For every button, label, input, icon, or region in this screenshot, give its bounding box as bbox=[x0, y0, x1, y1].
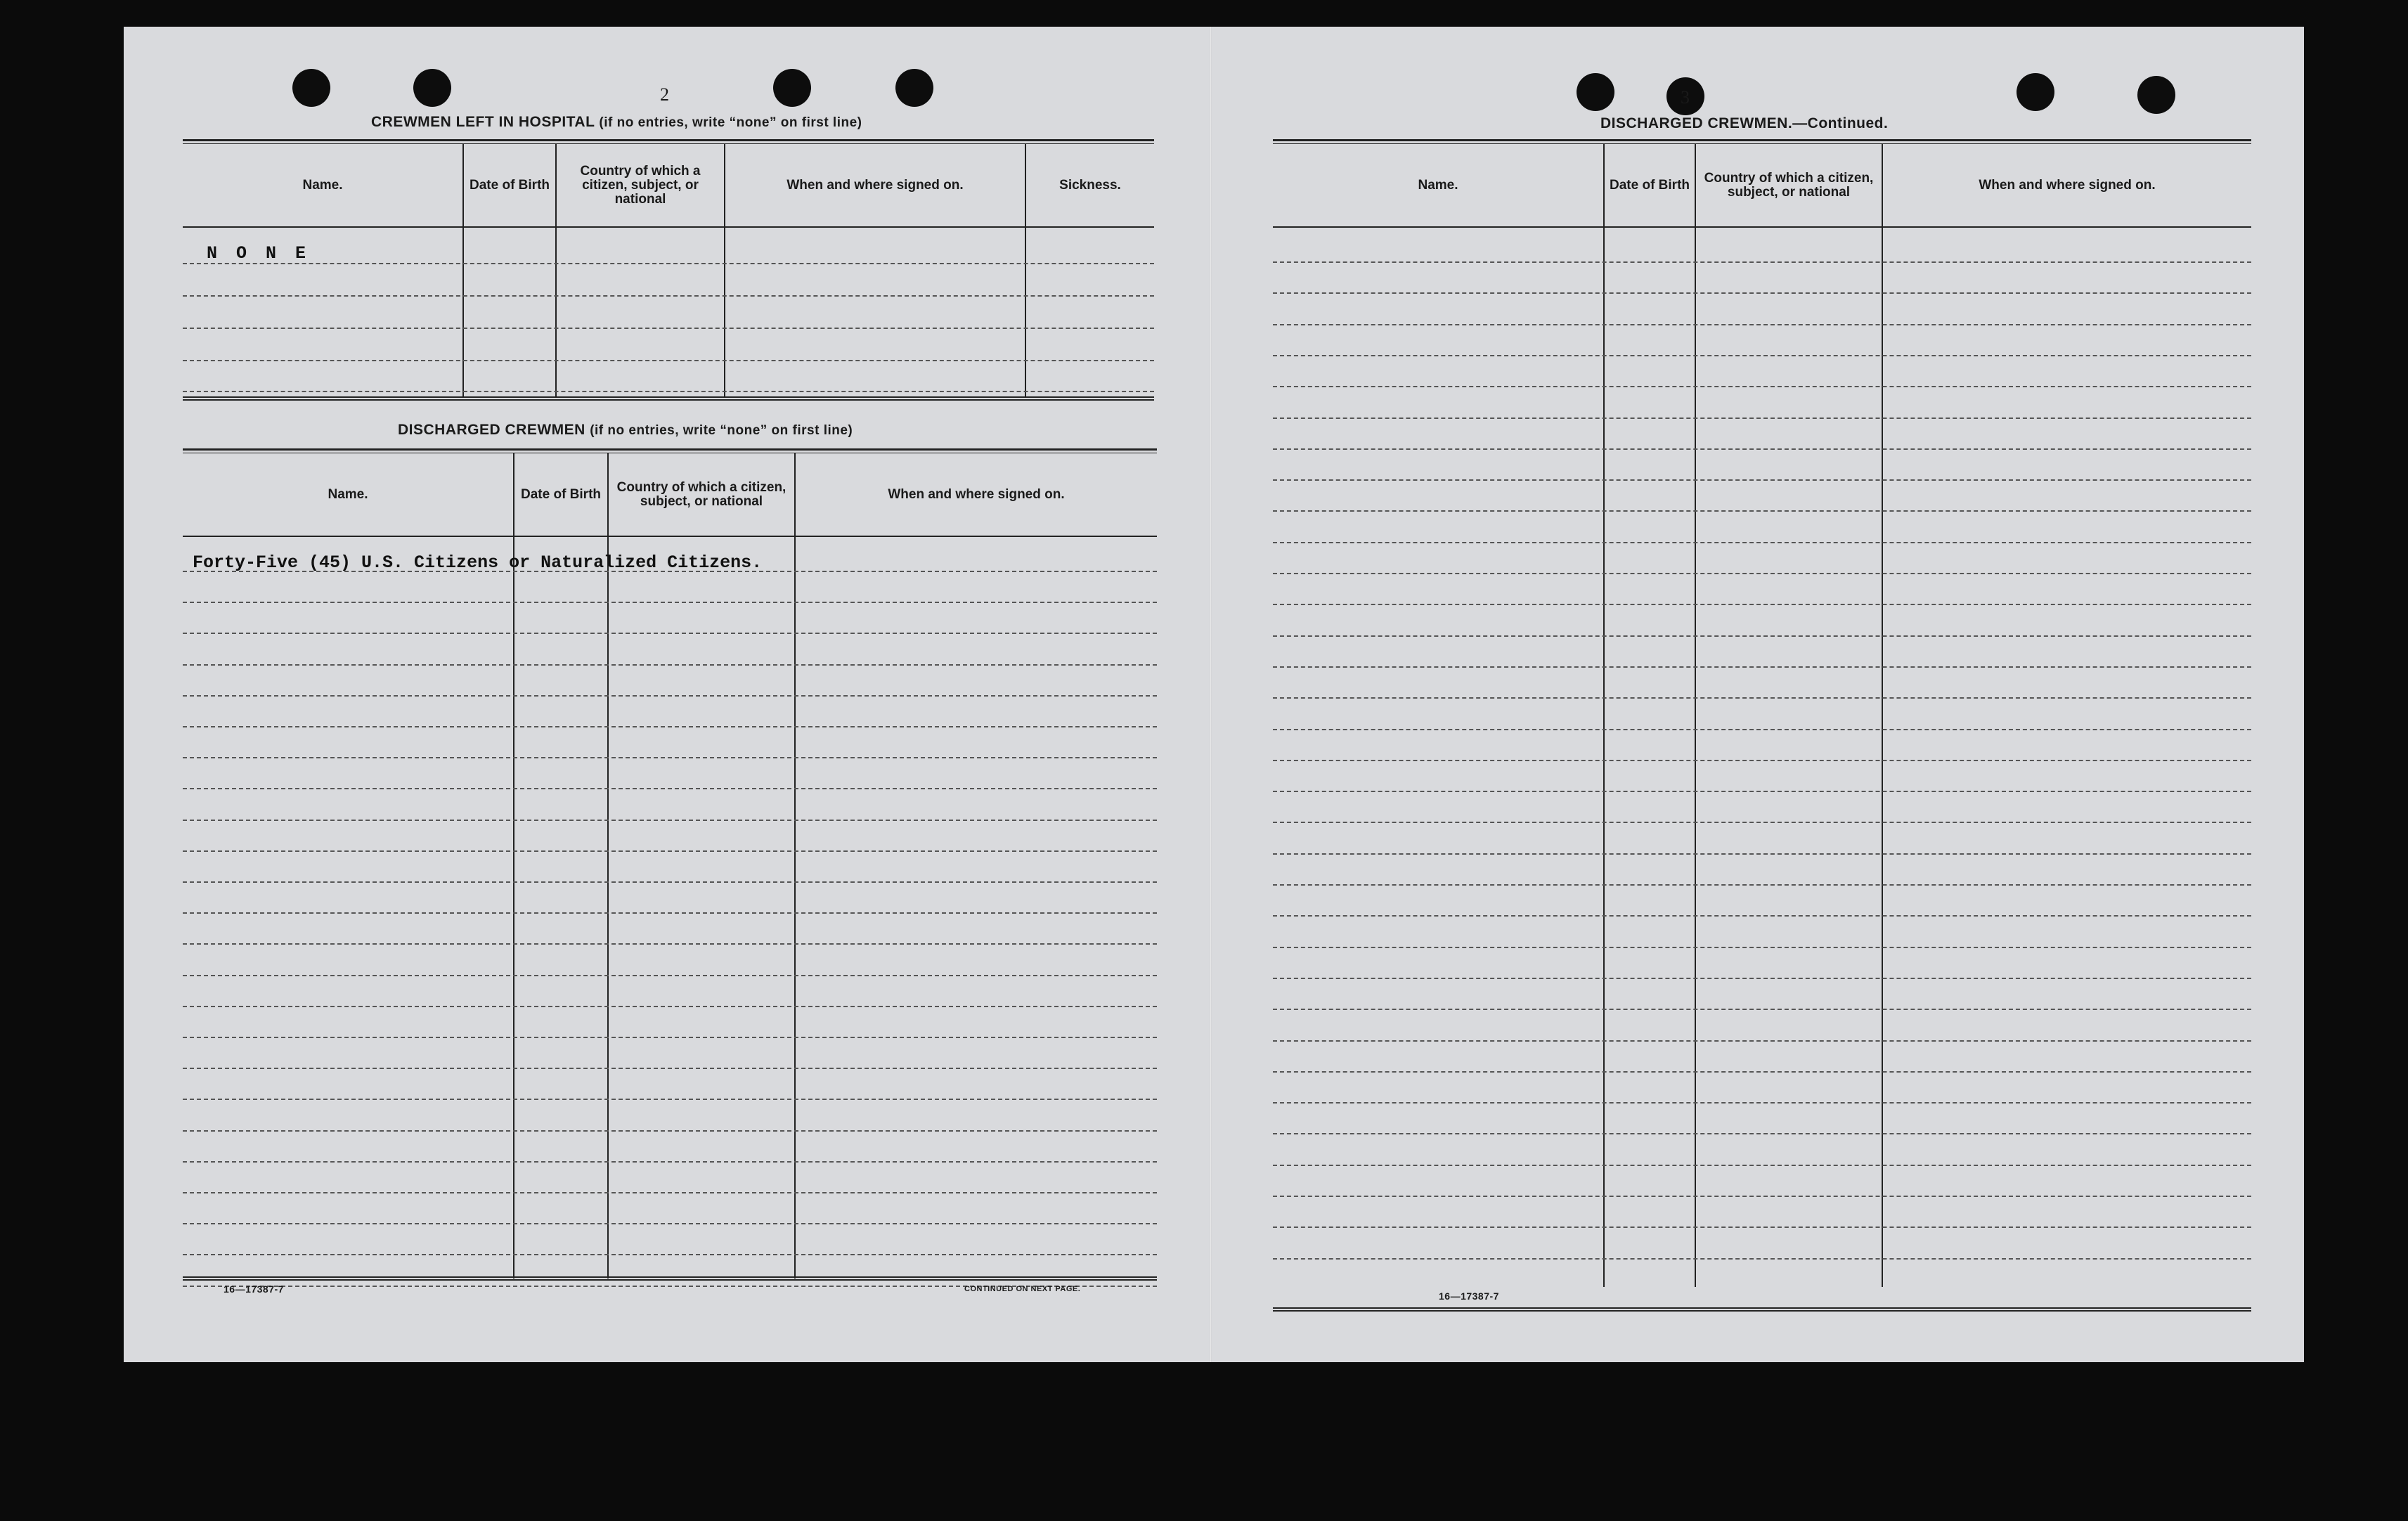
entry-line bbox=[183, 912, 1157, 914]
table-top-rule bbox=[183, 139, 1154, 144]
punch-hole bbox=[292, 69, 330, 107]
entry-line bbox=[1273, 915, 2251, 917]
column-divider bbox=[1603, 144, 1605, 1287]
entry-line bbox=[183, 1037, 1157, 1038]
entry-line bbox=[1273, 1040, 2251, 1042]
entry-line bbox=[1273, 1258, 2251, 1260]
column-header-signed-on: When and where signed on. bbox=[787, 178, 964, 193]
entry-line bbox=[1273, 573, 2251, 574]
column-header-signed-on: When and where signed on. bbox=[1979, 178, 2156, 193]
entry-line bbox=[183, 788, 1157, 789]
column-header-name: Name. bbox=[328, 487, 368, 502]
entry-line bbox=[183, 850, 1157, 852]
discharged-heading bbox=[398, 422, 853, 439]
entry-line bbox=[1273, 697, 2251, 699]
entry-line bbox=[1273, 1102, 2251, 1103]
column-divider bbox=[1695, 144, 1696, 1287]
entry-line bbox=[183, 263, 1154, 264]
punch-hole bbox=[2017, 73, 2054, 111]
entry-line bbox=[183, 1068, 1157, 1069]
entry-line bbox=[183, 295, 1154, 297]
punch-hole bbox=[1577, 73, 1614, 111]
entry-line bbox=[183, 602, 1157, 603]
hospital-table bbox=[183, 139, 1154, 429]
column-header-signed-on: When and where signed on. bbox=[888, 487, 1065, 502]
column-divider bbox=[1882, 144, 1883, 1287]
entry-line bbox=[183, 1254, 1157, 1255]
table-bottom-rule bbox=[1273, 1307, 2251, 1312]
entry-line bbox=[1273, 510, 2251, 512]
entry-line bbox=[1273, 261, 2251, 263]
table-top-rule bbox=[1273, 139, 2251, 144]
column-header-country: Country of which a citizen, subject, or national bbox=[1704, 171, 1874, 200]
entry-line bbox=[183, 943, 1157, 945]
entry-line bbox=[1273, 884, 2251, 886]
column-header-name: Name. bbox=[1418, 178, 1458, 193]
entry-line bbox=[1273, 1196, 2251, 1197]
punch-hole bbox=[895, 69, 933, 107]
punch-hole bbox=[773, 69, 811, 107]
punch-hole bbox=[413, 69, 451, 107]
entry-line bbox=[1273, 604, 2251, 605]
table-top-rule bbox=[183, 448, 1157, 453]
entry-line bbox=[1273, 635, 2251, 637]
page-number: 3 bbox=[1681, 87, 1690, 108]
column-header-name: Name. bbox=[302, 178, 343, 193]
right-page bbox=[1210, 27, 2304, 1362]
table-header-rule bbox=[183, 536, 1157, 537]
entry-line bbox=[183, 881, 1157, 883]
entry-line bbox=[183, 633, 1157, 634]
column-header-date-of-birth: Date of Birth bbox=[470, 178, 550, 193]
entry-line bbox=[1273, 292, 2251, 294]
entry-line bbox=[1273, 355, 2251, 356]
column-divider bbox=[513, 453, 514, 1279]
punch-hole bbox=[2137, 76, 2175, 114]
entry-line bbox=[183, 391, 1154, 392]
discharged-heading-note: (if no entries, write “none” on first line) bbox=[590, 423, 853, 438]
entry-line bbox=[183, 695, 1157, 697]
entry-line bbox=[1273, 542, 2251, 543]
entry-line bbox=[1273, 448, 2251, 450]
entry-line bbox=[183, 1099, 1157, 1100]
discharged-continued-heading: DISCHARGED CREWMEN.—Continued. bbox=[1600, 115, 1889, 131]
entry-line bbox=[1273, 822, 2251, 823]
entry-line bbox=[183, 360, 1154, 361]
entry-line bbox=[1273, 760, 2251, 761]
entry-line bbox=[1273, 666, 2251, 668]
continued-note: CONTINUED ON NEXT PAGE. bbox=[964, 1285, 1081, 1293]
hospital-heading bbox=[371, 114, 862, 131]
column-header-country: Country of which a citizen, subject, or national bbox=[580, 164, 701, 207]
left-page bbox=[124, 27, 1210, 1362]
hospital-entry: N O N E bbox=[207, 243, 311, 264]
entry-line bbox=[1273, 1009, 2251, 1010]
entry-line bbox=[1273, 479, 2251, 481]
entry-line bbox=[1273, 418, 2251, 419]
entry-line bbox=[183, 328, 1154, 329]
entry-line bbox=[183, 820, 1157, 821]
entry-line bbox=[1273, 1165, 2251, 1166]
entry-line bbox=[1273, 853, 2251, 855]
entry-line bbox=[1273, 1226, 2251, 1228]
hospital-heading-note: (if no entries, write “none” on first line) bbox=[599, 115, 862, 130]
table-header-rule bbox=[1273, 226, 2251, 228]
page-number: 2 bbox=[660, 84, 669, 105]
entry-line bbox=[1273, 791, 2251, 792]
hospital-heading-title: CREWMEN LEFT IN HOSPITAL bbox=[371, 114, 595, 130]
document-sheet bbox=[124, 27, 2304, 1362]
column-divider bbox=[607, 453, 609, 1279]
entry-line bbox=[1273, 324, 2251, 325]
form-number: 16—17387-7 bbox=[224, 1283, 284, 1295]
entry-line bbox=[183, 975, 1157, 976]
entry-line bbox=[1273, 1133, 2251, 1134]
entry-line bbox=[1273, 1071, 2251, 1073]
entry-line bbox=[1273, 729, 2251, 730]
column-header-country: Country of which a citizen, subject, or national bbox=[616, 480, 787, 509]
column-divider bbox=[794, 453, 796, 1279]
entry-line bbox=[183, 1130, 1157, 1132]
entry-line bbox=[1273, 386, 2251, 387]
entry-line bbox=[1273, 947, 2251, 948]
discharged-heading-title: DISCHARGED CREWMEN bbox=[398, 422, 585, 438]
entry-line bbox=[183, 757, 1157, 758]
entry-line bbox=[183, 726, 1157, 727]
entry-line bbox=[183, 1223, 1157, 1224]
column-header-date-of-birth: Date of Birth bbox=[1610, 178, 1690, 193]
column-header-date-of-birth: Date of Birth bbox=[521, 487, 601, 502]
entry-line bbox=[183, 1192, 1157, 1193]
entry-line bbox=[183, 1006, 1157, 1007]
table-header-rule bbox=[183, 226, 1154, 228]
form-number: 16—17387-7 bbox=[1439, 1290, 1499, 1302]
table-bottom-rule bbox=[183, 1276, 1157, 1281]
column-header-sickness: Sickness. bbox=[1059, 178, 1121, 193]
entry-line bbox=[1273, 978, 2251, 979]
discharged-table bbox=[183, 448, 1157, 1313]
table-bottom-rule bbox=[183, 396, 1154, 401]
entry-line bbox=[183, 1161, 1157, 1163]
entry-line bbox=[183, 664, 1157, 666]
discharged-continued-table bbox=[1273, 139, 2251, 1320]
discharged-entry: Forty-Five (45) U.S. Citizens or Naturalized Citizens. bbox=[193, 552, 763, 573]
